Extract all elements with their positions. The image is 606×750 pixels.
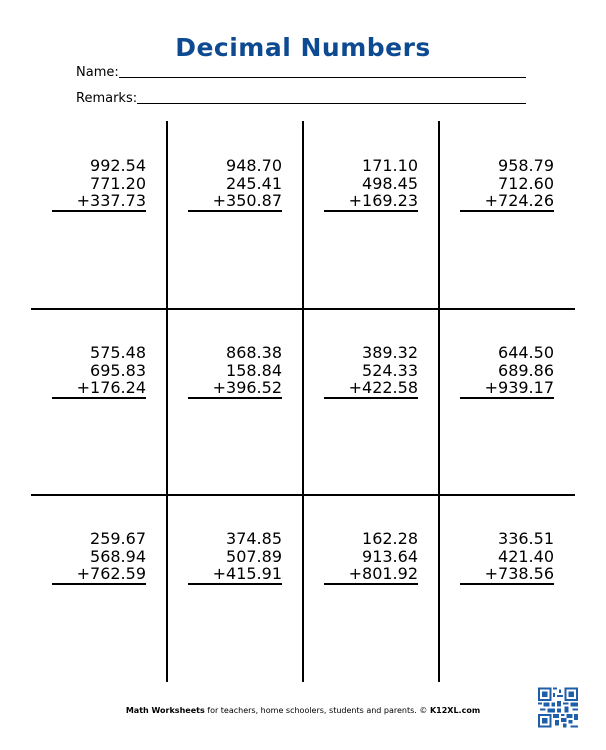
addend: 695.83 xyxy=(90,360,146,380)
addend-last: +350.87 xyxy=(188,192,282,212)
addend: 374.85 xyxy=(226,529,282,548)
addend: 245.41 xyxy=(226,173,282,193)
name-line[interactable] xyxy=(119,76,526,78)
addend: 524.33 xyxy=(362,360,418,380)
addend: 336.51 xyxy=(498,529,554,548)
problem xyxy=(188,157,282,212)
grid-divider xyxy=(31,308,575,310)
problem xyxy=(52,157,146,212)
problem xyxy=(324,157,418,212)
addend-last: +415.91 xyxy=(188,565,282,585)
addend: 771.20 xyxy=(90,173,146,193)
addend-last: +738.56 xyxy=(460,565,554,585)
problem xyxy=(188,344,282,399)
addend: 913.64 xyxy=(362,546,418,566)
footer-site-link[interactable]: K12XL.com xyxy=(429,706,481,715)
addend: 958.79 xyxy=(498,156,554,175)
footer-text: for teachers, home schoolers, students and parents. © xyxy=(204,706,430,715)
qr-code-icon[interactable] xyxy=(538,686,578,729)
addend: 712.60 xyxy=(498,173,554,193)
addend-last: +396.52 xyxy=(188,379,282,399)
page-title: Decimal Numbers xyxy=(175,33,431,62)
problem xyxy=(460,530,554,585)
addend-last: +422.58 xyxy=(324,379,418,399)
addend: 158.84 xyxy=(226,360,282,380)
problem xyxy=(188,530,282,585)
grid-divider xyxy=(438,121,440,682)
addend: 948.70 xyxy=(226,156,282,175)
addend: 507.89 xyxy=(226,546,282,566)
addend: 868.38 xyxy=(226,343,282,362)
grid-divider xyxy=(31,494,575,496)
remarks-line[interactable] xyxy=(137,102,526,104)
problem xyxy=(324,344,418,399)
addend: 421.40 xyxy=(498,546,554,566)
grid-divider xyxy=(302,121,304,682)
addend-last: +724.26 xyxy=(460,192,554,212)
name-field[interactable] xyxy=(76,65,526,80)
grid-divider xyxy=(166,121,168,682)
addend-last: +801.92 xyxy=(324,565,418,585)
addend-last: +176.24 xyxy=(52,379,146,399)
name-label: Name: xyxy=(76,65,119,80)
addend-last: +337.73 xyxy=(52,192,146,212)
footer-brand: Math Worksheets xyxy=(125,706,205,715)
problem xyxy=(460,157,554,212)
addend-last: +169.23 xyxy=(324,192,418,212)
addend: 171.10 xyxy=(362,156,418,175)
addend: 689.86 xyxy=(498,360,554,380)
addend: 568.94 xyxy=(90,546,146,566)
addend: 259.67 xyxy=(90,529,146,548)
remarks-label: Remarks: xyxy=(76,91,138,106)
addend: 498.45 xyxy=(362,173,418,193)
addend: 575.48 xyxy=(90,343,146,362)
footer xyxy=(0,706,606,715)
problem xyxy=(52,530,146,585)
addend: 389.32 xyxy=(362,343,418,362)
addend: 162.28 xyxy=(362,529,418,548)
problem xyxy=(460,344,554,399)
addend-last: +939.17 xyxy=(460,379,554,399)
problem xyxy=(52,344,146,399)
addend: 644.50 xyxy=(498,343,554,362)
addend: 992.54 xyxy=(90,156,146,175)
problem xyxy=(324,530,418,585)
addend-last: +762.59 xyxy=(52,565,146,585)
remarks-field[interactable] xyxy=(76,91,526,106)
